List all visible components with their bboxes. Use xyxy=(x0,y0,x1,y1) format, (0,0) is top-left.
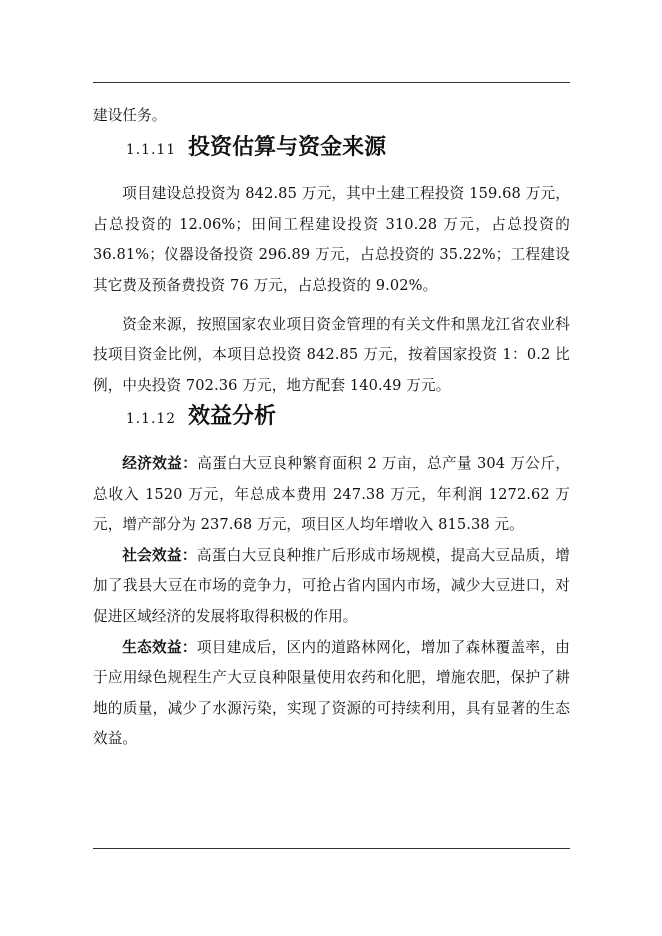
social-benefit-text: 高蛋白大豆良种推广后形成市场规模，提高大豆品质，增加了我县大豆在市场的竞争力，可抢占省内国内市场，减少大豆进口，对促进区域经济的发展将取得积极的作用。 xyxy=(93,546,570,625)
section-heading-1-1-11 xyxy=(93,132,570,166)
ecological-benefit-paragraph xyxy=(93,633,570,755)
ecological-benefit-text: 项目建成后，区内的道路林网化，增加了森林覆盖率，由于应用绿色规程生产大豆良种限量使用农药和化肥，增施农肥，保护了耕地的质量，减少了水源污染，实现了资源的可持续利用，具有显著的生态效益。 xyxy=(93,638,570,748)
economic-benefit-paragraph xyxy=(93,449,570,541)
section-number: 1.1.12 xyxy=(126,411,177,428)
social-benefit-label: 社会效益： xyxy=(122,546,197,564)
investment-paragraph: 项目建设总投资为 842.85 万元，其中土建工程投资 159.68 万元，占总投资的 12.06%；田间工程建设投资 310.28 万元，占总投资的 36.81%；仪器设备投资 296.89 万元，占总投资的 35.22%；工程建设其它费及预备费投资 76 万元，占总投资的 9.02%。 xyxy=(93,185,571,294)
social-benefit-paragraph xyxy=(93,541,570,633)
section-heading-1-1-12 xyxy=(93,401,570,435)
economic-benefit-text: 高蛋白大豆良种繁育面积 2 万亩，总产量 304 万公斤，总收入 1520 万元，年总成本费用 247.38 万元，年利润 1272.62 万元，增产部分为 237.68 万元，项目区人均年增收入 815.38 元。 xyxy=(93,454,570,534)
section-title: 效益分析 xyxy=(188,403,277,430)
intro-tail-paragraph: 建设任务。 xyxy=(93,107,167,124)
ecological-benefit-label: 生态效益： xyxy=(122,638,197,656)
funding-source-paragraph: 资金来源，按照国家农业项目资金管理的有关文件和黑龙江省农业科技项目资金比例，本项目总投资 842.85 万元，按着国家投资 1：0.2 比例，中央投资 702.36 万元，地方配套 140.49 万元。 xyxy=(93,315,570,394)
document-body xyxy=(93,101,570,755)
footer-rule xyxy=(93,848,570,849)
economic-benefit-label: 经济效益： xyxy=(122,454,198,472)
section-number: 1.1.11 xyxy=(126,141,177,158)
section-title: 投资估算与资金来源 xyxy=(188,133,387,160)
header-rule xyxy=(93,82,570,83)
